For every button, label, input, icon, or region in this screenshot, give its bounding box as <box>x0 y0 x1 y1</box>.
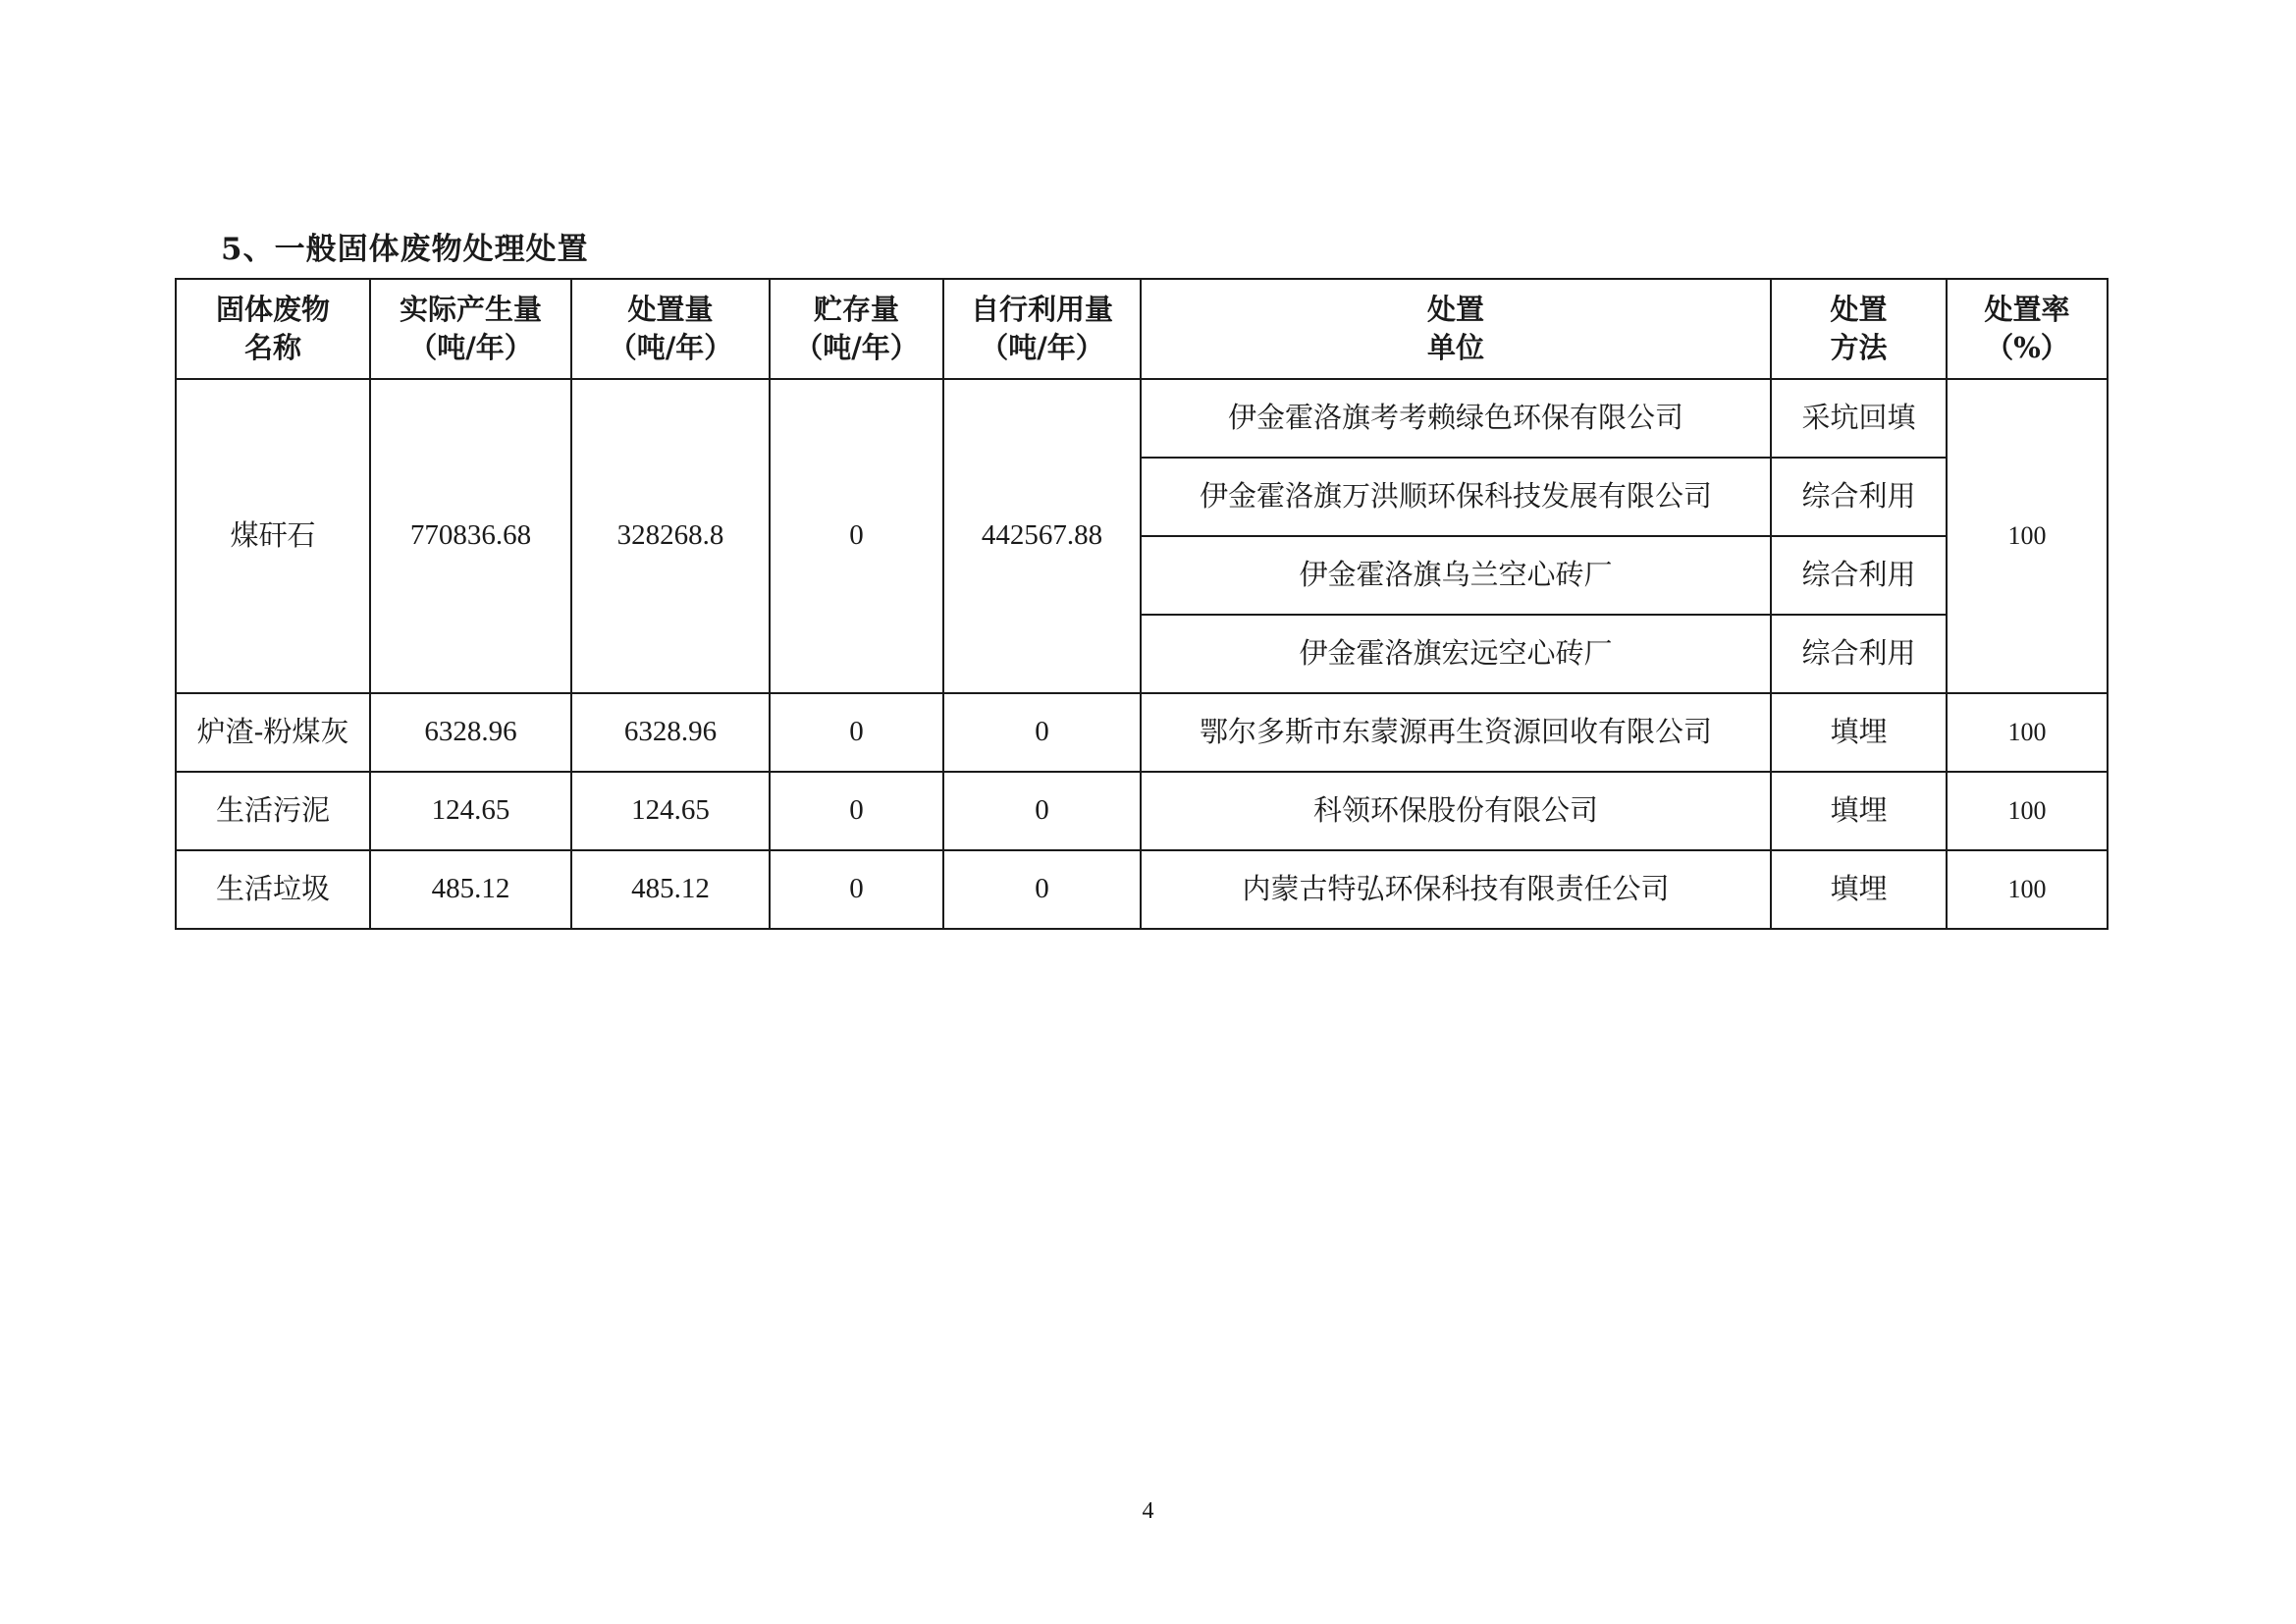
disposal-method-cell: 综合利用 <box>1771 458 1947 536</box>
disposal-method-cell: 填埋 <box>1771 693 1947 772</box>
actual-amount-cell: 770836.68 <box>370 379 571 693</box>
disposal-rate-cell: 100 <box>1947 850 2108 929</box>
waste-name-cell: 生活污泥 <box>176 772 370 850</box>
self-used-amount-cell: 0 <box>943 772 1141 850</box>
page-number: 4 <box>1142 1498 1154 1524</box>
actual-amount-cell: 485.12 <box>370 850 571 929</box>
disposal-unit-cell: 伊金霍洛旗宏远空心砖厂 <box>1141 615 1771 693</box>
disposal-unit-cell: 伊金霍洛旗考考赖绿色环保有限公司 <box>1141 379 1771 458</box>
disposal-unit-cell: 科领环保股份有限公司 <box>1141 772 1771 850</box>
stored-amount-cell: 0 <box>770 772 943 850</box>
stored-amount-cell: 0 <box>770 850 943 929</box>
disposed-amount-cell: 6328.96 <box>571 693 770 772</box>
self-used-amount-cell: 442567.88 <box>943 379 1141 693</box>
header-row <box>176 279 2108 379</box>
table-row <box>176 693 2108 772</box>
self-used-amount-cell: 0 <box>943 850 1141 929</box>
actual-amount-cell: 124.65 <box>370 772 571 850</box>
header-disposal-unit: 处置 单位 <box>1141 279 1771 379</box>
header-disposal-rate: 处置率 （%） <box>1947 279 2108 379</box>
disposal-rate-cell: 100 <box>1947 772 2108 850</box>
disposal-method-cell: 填埋 <box>1771 850 1947 929</box>
solid-waste-table <box>175 278 2109 930</box>
disposal-unit-cell: 内蒙古特弘环保科技有限责任公司 <box>1141 850 1771 929</box>
stored-amount-cell: 0 <box>770 693 943 772</box>
actual-amount-cell: 6328.96 <box>370 693 571 772</box>
waste-name-cell: 煤矸石 <box>176 379 370 693</box>
table-row <box>176 850 2108 929</box>
disposal-method-cell: 综合利用 <box>1771 536 1947 615</box>
header-stored-amount: 贮存量 （吨/年） <box>770 279 943 379</box>
disposal-method-cell: 填埋 <box>1771 772 1947 850</box>
disposal-unit-cell: 伊金霍洛旗万洪顺环保科技发展有限公司 <box>1141 458 1771 536</box>
disposal-unit-cell: 伊金霍洛旗乌兰空心砖厂 <box>1141 536 1771 615</box>
header-disposal-method: 处置 方法 <box>1771 279 1947 379</box>
disposed-amount-cell: 328268.8 <box>571 379 770 693</box>
table-row <box>176 772 2108 850</box>
waste-name-cell: 生活垃圾 <box>176 850 370 929</box>
disposal-rate-cell: 100 <box>1947 693 2108 772</box>
header-disposed-amount: 处置量 （吨/年） <box>571 279 770 379</box>
waste-name-cell: 炉渣-粉煤灰 <box>176 693 370 772</box>
stored-amount-cell: 0 <box>770 379 943 693</box>
section-title: 5、一般固体废物处理处置 <box>221 232 589 267</box>
disposal-unit-cell: 鄂尔多斯市东蒙源再生资源回收有限公司 <box>1141 693 1771 772</box>
table-row <box>176 379 2108 458</box>
self-used-amount-cell: 0 <box>943 693 1141 772</box>
disposal-method-cell: 采坑回填 <box>1771 379 1947 458</box>
disposed-amount-cell: 124.65 <box>571 772 770 850</box>
header-self-used-amount: 自行利用量 （吨/年） <box>943 279 1141 379</box>
disposed-amount-cell: 485.12 <box>571 850 770 929</box>
header-waste-name: 固体废物 名称 <box>176 279 370 379</box>
header-actual-amount: 实际产生量 （吨/年） <box>370 279 571 379</box>
disposal-method-cell: 综合利用 <box>1771 615 1947 693</box>
disposal-rate-cell: 100 <box>1947 379 2108 693</box>
